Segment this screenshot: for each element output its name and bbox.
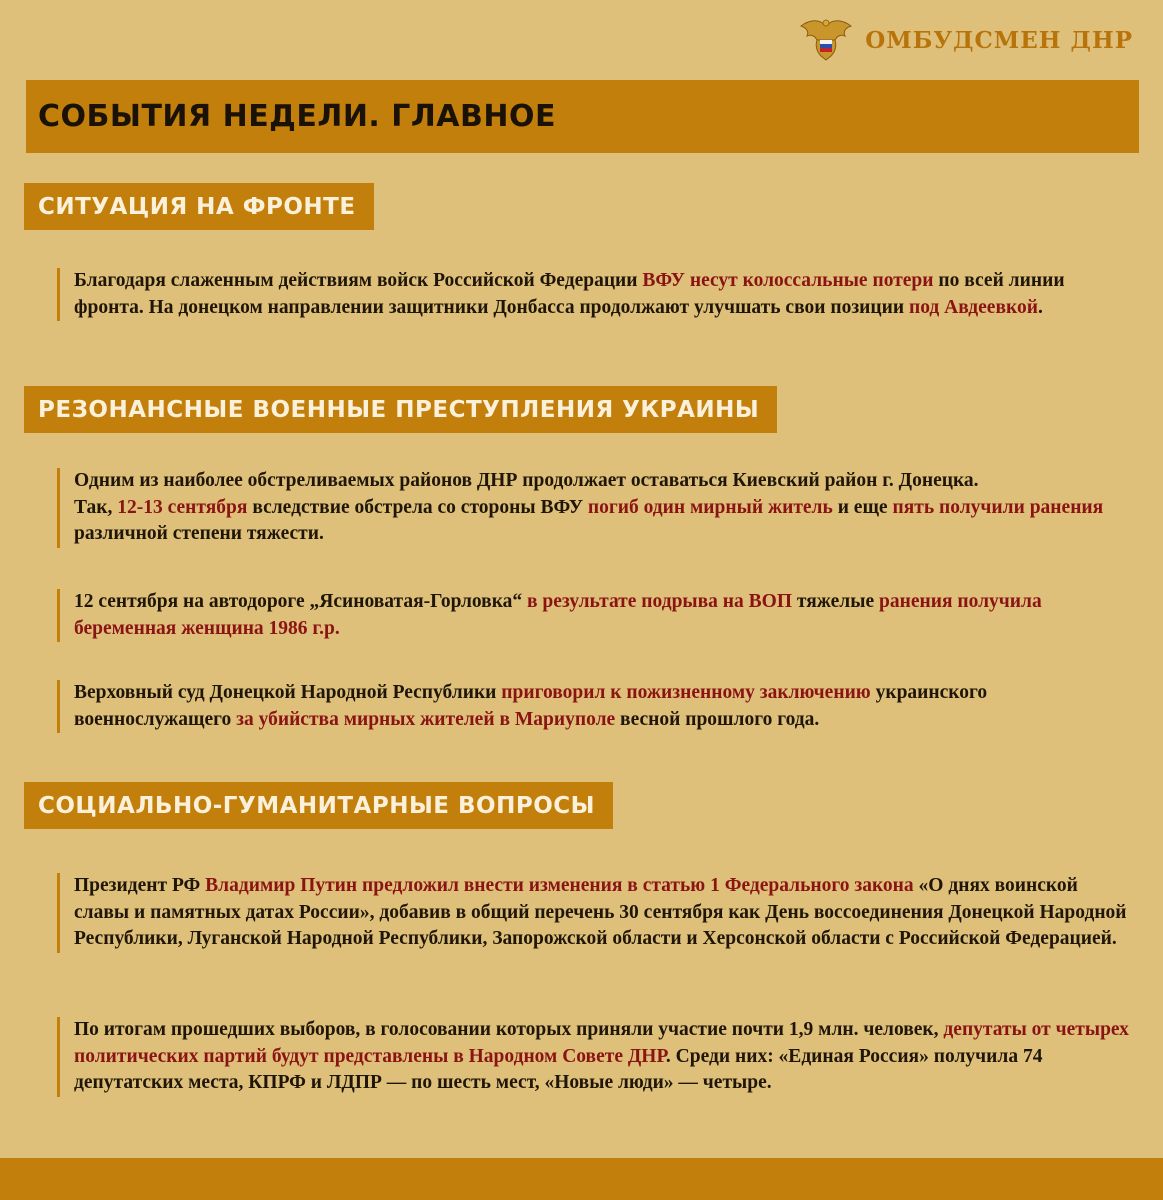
section-heading-text: СИТУАЦИЯ НА ФРОНТЕ <box>38 193 356 220</box>
page-title: СОБЫТИЯ НЕДЕЛИ. ГЛАВНОЕ <box>38 99 556 134</box>
body-text: и еще <box>832 496 893 518</box>
body-text: Верховный суд Донецкой Народной Республики <box>74 682 502 703</box>
highlighted-text: 12-13 сентября <box>117 496 248 518</box>
highlighted-text: Владимир Путин предложил внести изменения в статью 1 Федерального закона <box>205 875 914 896</box>
body-text: Благодаря слаженным действиям войск Российской Федерации <box>74 270 643 291</box>
highlighted-text: в результате подрыва на ВОП <box>527 591 793 612</box>
text-block-front <box>57 268 1137 321</box>
brand <box>799 16 1133 64</box>
highlighted-text: ранения получила беременная женщина 1986 г.р. <box>74 591 1042 639</box>
body-text: вследствие обстрела со стороны ВФУ <box>247 496 588 518</box>
text-block-war-crimes-2 <box>57 589 1137 642</box>
body-text: весной прошлого года. <box>615 708 820 730</box>
brand-name: ОМБУДСМЕН ДНР <box>865 26 1133 54</box>
section-heading-social <box>24 782 613 829</box>
text-block-social-1 <box>57 873 1137 953</box>
highlighted-text: под Авдеевкой <box>908 296 1038 318</box>
highlighted-text: пять получили ранения <box>892 496 1104 518</box>
body-text: Президент РФ <box>74 875 206 896</box>
body-text: «О днях воинской славы и памятных датах России», добавив в общий перечень 30 сентября как День воссоединения Донецкой Народной Республики, Луганской Народной Республики, Запорожской области и Херсонской области с Российской Федерацией. <box>74 875 1127 949</box>
section-heading-text: РЕЗОНАНСНЫЕ ВОЕННЫЕ ПРЕСТУПЛЕНИЯ УКРАИНЫ <box>38 396 760 423</box>
body-text: 12 сентября на автодороге „Ясиноватая-Горловка“ <box>74 591 528 612</box>
body-text: Одним из наиболее обстреливаемых районов ДНР продолжает оставаться Киевский район г. Донецка. <box>74 470 979 491</box>
body-text: украинского военнослужащего <box>74 682 988 730</box>
highlighted-text: ВФУ несут колоссальные потери <box>642 270 934 291</box>
body-text: тяжелые <box>792 591 879 612</box>
footer-bar <box>0 1158 1163 1200</box>
highlighted-text: приговорил к пожизненному заключению <box>501 682 871 703</box>
highlighted-text: депутаты от четырех политических партий будут представлены в Народном Совете ДНР <box>74 1019 1129 1067</box>
text-block-social-2 <box>57 1017 1137 1097</box>
body-text: По итогам прошедших выборов, в голосовании которых приняли участие почти 1,9 млн. человек, <box>74 1019 944 1040</box>
body-text: различной степени тяжести. <box>74 523 324 544</box>
section-heading-front <box>24 183 374 230</box>
body-text: Так, <box>74 496 118 518</box>
highlighted-text: за убийства мирных жителей в Мариуполе <box>236 708 616 730</box>
text-block-war-crimes-1 <box>57 468 1137 548</box>
text-block-war-crimes-3 <box>57 680 1137 733</box>
highlighted-text: погиб один мирный житель <box>587 496 833 518</box>
double-headed-eagle-emblem-icon <box>799 16 853 64</box>
body-text: . Среди них: «Единая Россия» получила 74 депутатских места, КПРФ и ЛДПР — по шесть мест, «Новые люди» — четыре. <box>74 1045 1043 1093</box>
section-heading-war-crimes <box>24 386 777 433</box>
title-bar <box>26 80 1139 153</box>
body-text: по всей линии фронта. На донецком направлении защитники Донбасса продолжают улучшать свои позиции <box>74 270 1065 318</box>
section-heading-text: СОЦИАЛЬНО-ГУМАНИТАРНЫЕ ВОПРОСЫ <box>38 792 595 819</box>
body-text: . <box>1037 296 1043 318</box>
